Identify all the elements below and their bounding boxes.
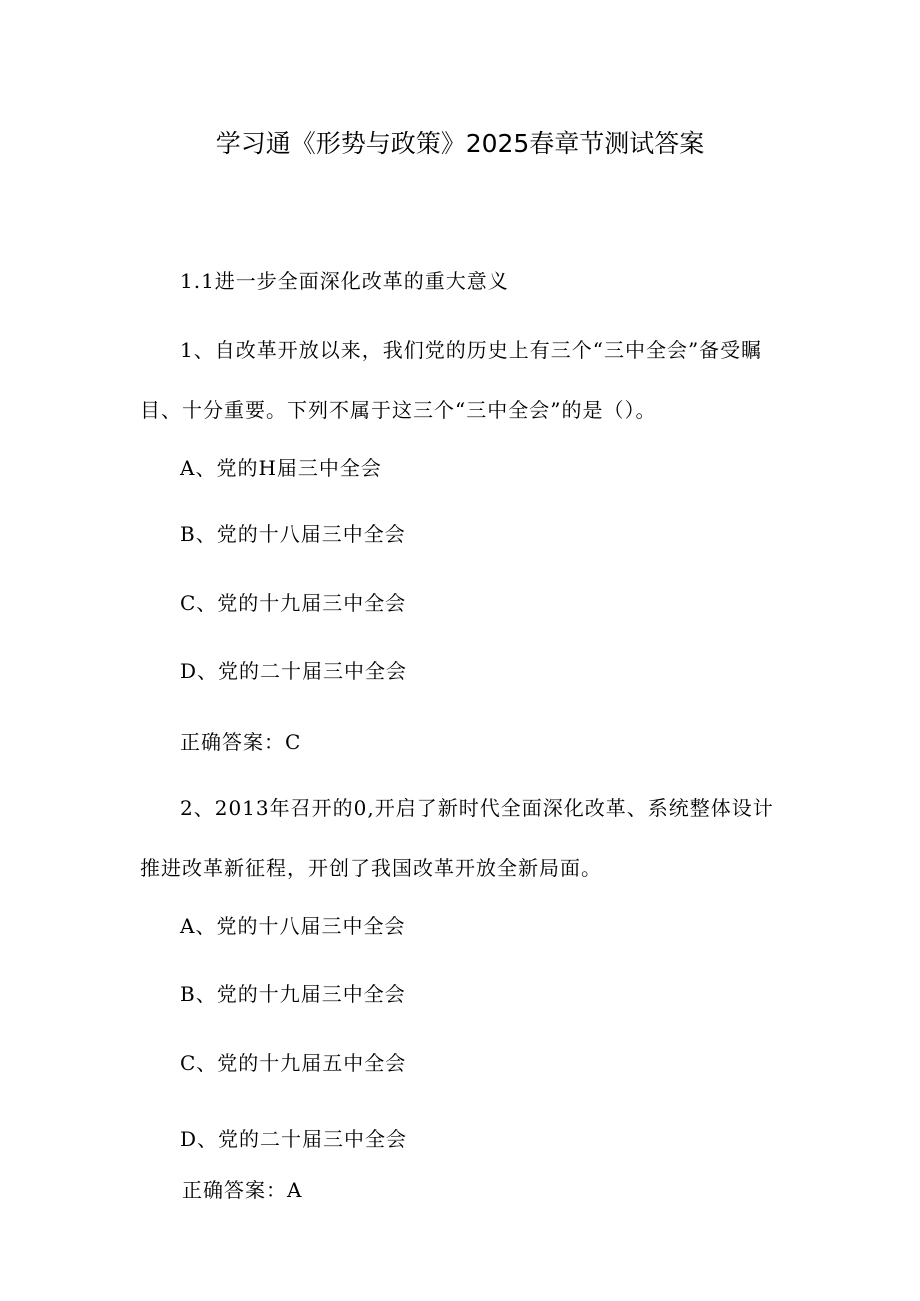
question-1-option-a: A、党的H届三中全会 (180, 456, 382, 480)
question-1-option-d: D、党的二十届三中全会 (180, 659, 408, 683)
question-2-option-d: D、党的二十届三中全会 (180, 1127, 408, 1151)
question-1-stem: 1、自改革开放以来，我们党的历史上有三个“三中全会”备受瞩目、十分重要。下列不属于这三个“三中全会”的是（）。 (140, 338, 763, 422)
question-1-option-b: B、党的十八届三中全会 (180, 522, 406, 546)
question-2-option-c: C、党的十九届五中全会 (180, 1051, 407, 1075)
document-title: 学习通《形势与政策》2025春章节测试答案 (215, 129, 705, 158)
question-2-stem: 2、2013年召开的0,开启了新时代全面深化改革、系统整体设计推进改革新征程，开创了我国改革开放全新局面。 (140, 796, 774, 880)
section-heading: 1.1进一步全面深化改革的重大意义 (180, 269, 509, 293)
question-2-option-a: A、党的十八届三中全会 (180, 914, 406, 938)
question-1-answer: 正确答案：C (180, 730, 302, 754)
question-1-option-c: C、党的十九届三中全会 (180, 591, 407, 615)
question-2-answer: 正确答案：A (182, 1178, 303, 1202)
question-2-option-b: B、党的十九届三中全会 (180, 982, 406, 1006)
